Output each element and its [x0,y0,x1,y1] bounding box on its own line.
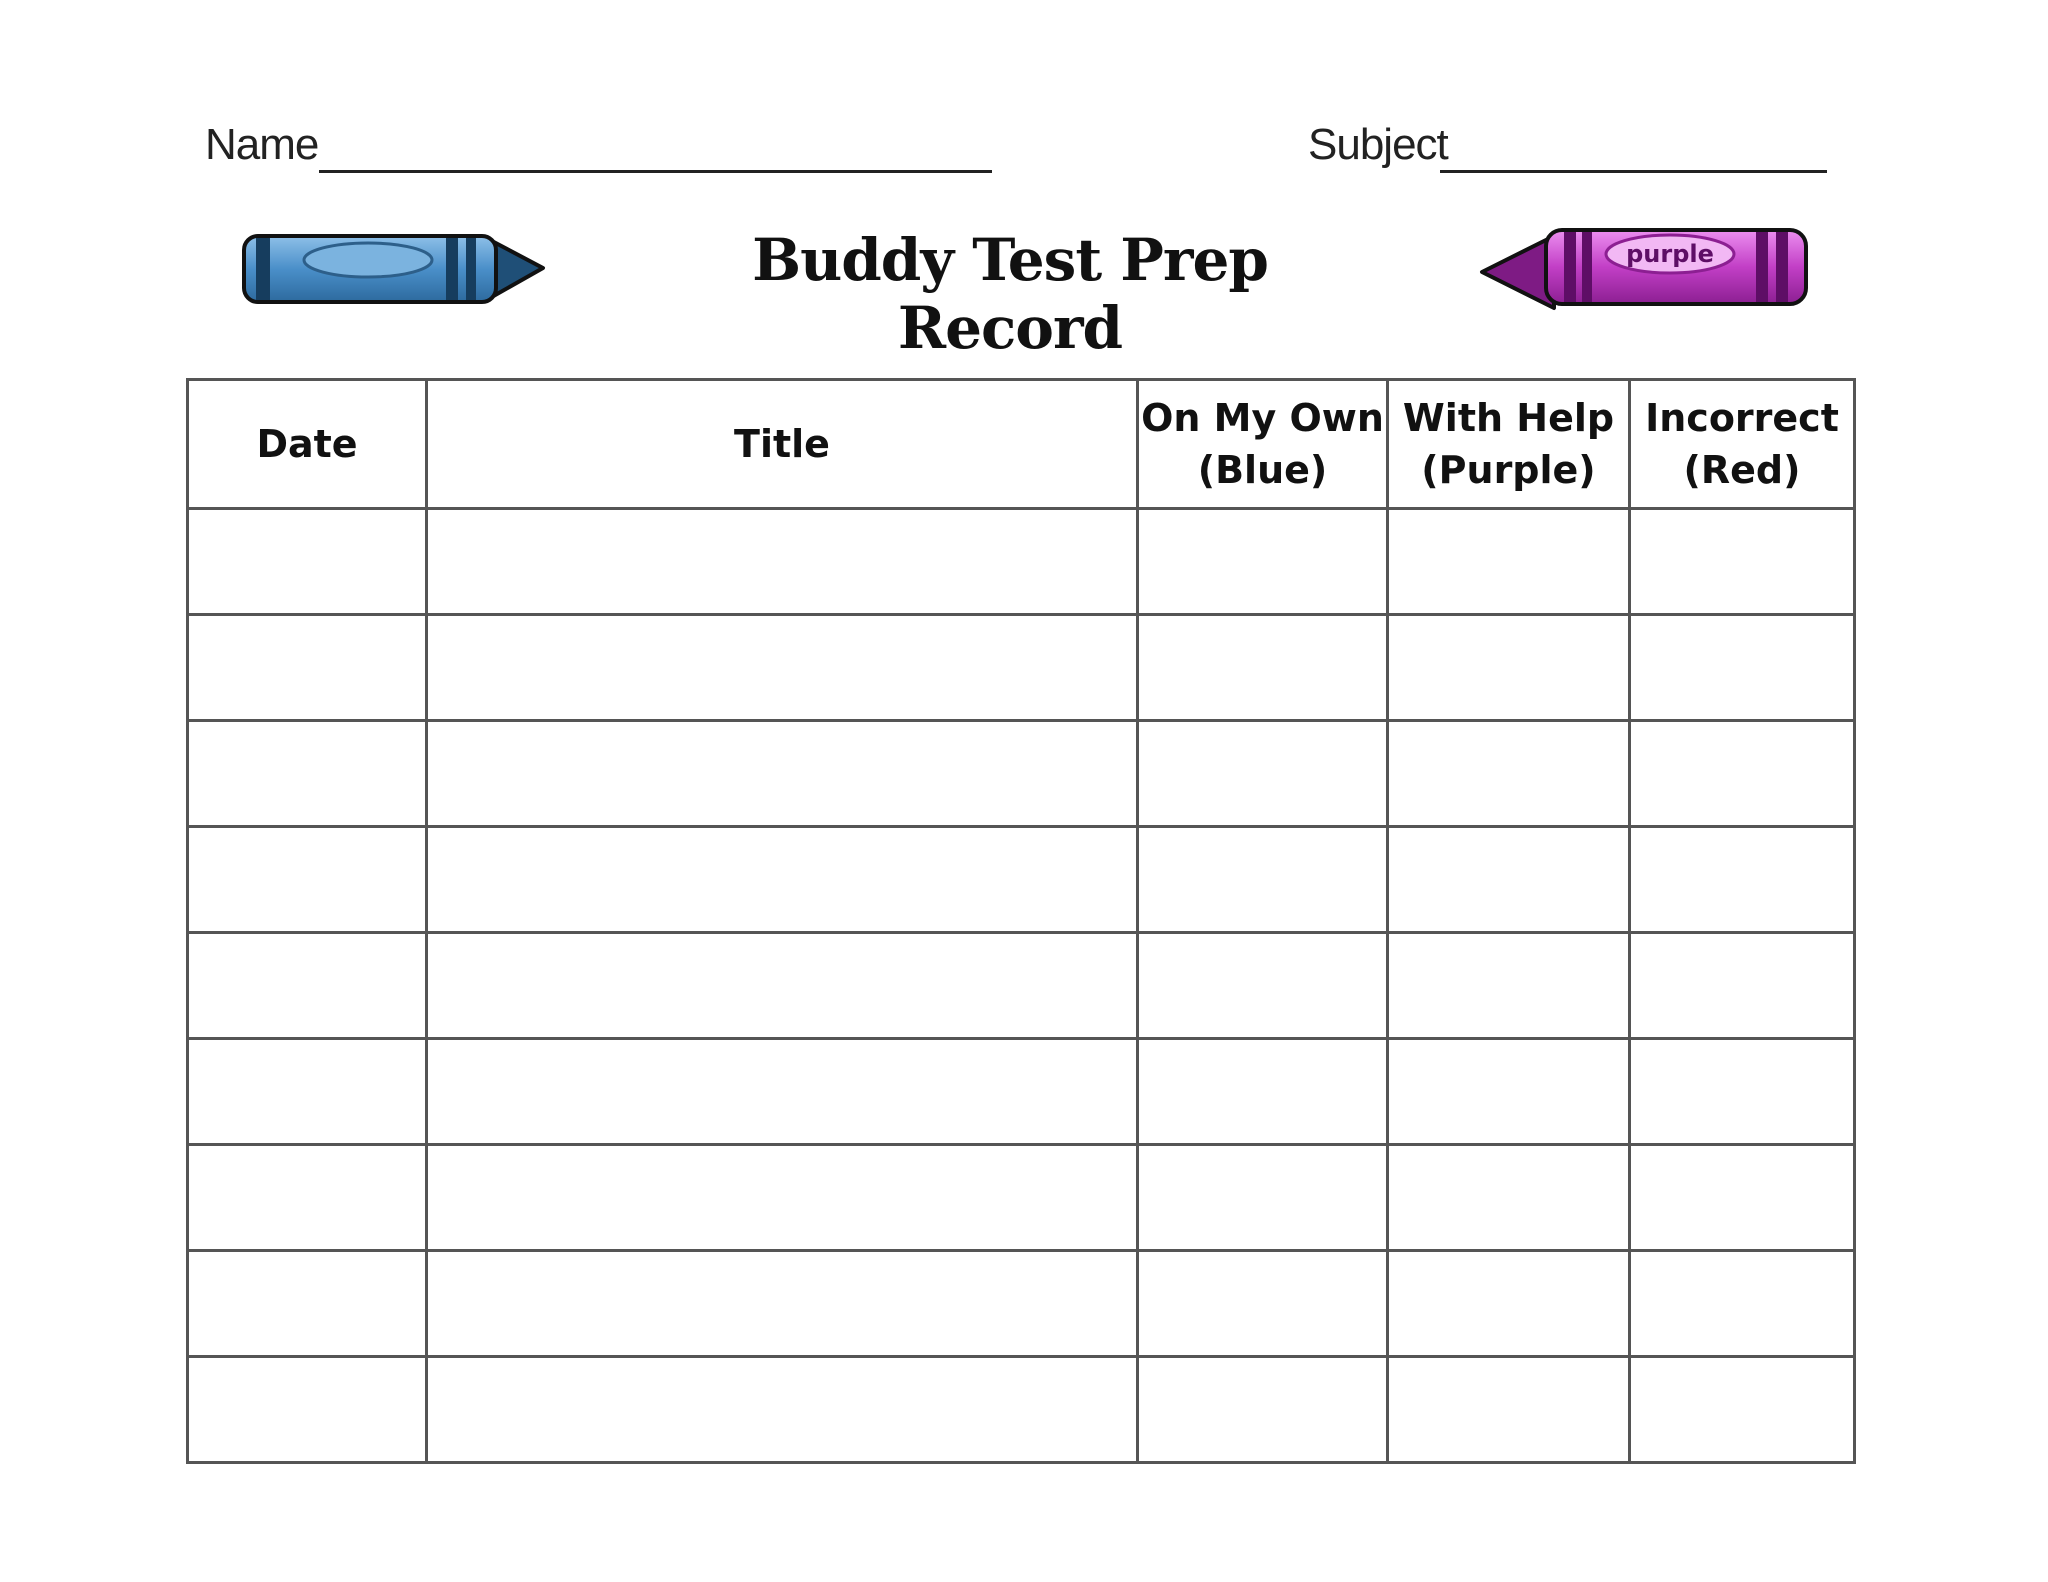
record-table [186,378,1856,1464]
table-row [188,721,1855,827]
page-title: Buddy Test Prep Record [752,226,1268,362]
column-header-date [188,380,427,509]
on-my-own-cell[interactable] [1138,615,1388,721]
title-cell[interactable] [427,509,1138,615]
table-row [188,615,1855,721]
date-cell[interactable] [188,509,427,615]
incorrect-cell[interactable] [1630,615,1855,721]
subject-label: Subject [1308,120,1448,169]
date-cell[interactable] [188,1251,427,1357]
column-header-date-line1: Date [256,422,358,466]
column-header-on-my-own-line1: On My Own [1141,396,1384,440]
column-header-title [427,380,1138,509]
table-row [188,1039,1855,1145]
incorrect-cell[interactable] [1630,933,1855,1039]
incorrect-cell[interactable] [1630,827,1855,933]
title-cell[interactable] [427,827,1138,933]
on-my-own-cell[interactable] [1138,721,1388,827]
table-row [188,1251,1855,1357]
on-my-own-cell[interactable] [1138,1039,1388,1145]
column-header-incorrect [1630,380,1855,509]
date-cell[interactable] [188,615,427,721]
with-help-cell[interactable] [1388,933,1630,1039]
title-cell[interactable] [427,1251,1138,1357]
record-table-body [188,509,1855,1463]
column-header-with-help-line1: With Help [1402,396,1615,440]
date-cell[interactable] [188,721,427,827]
with-help-cell[interactable] [1388,1357,1630,1463]
on-my-own-cell[interactable] [1138,827,1388,933]
incorrect-cell[interactable] [1630,1357,1855,1463]
title-cell[interactable] [427,721,1138,827]
table-row [188,509,1855,615]
with-help-cell[interactable] [1388,1039,1630,1145]
table-header-row [188,380,1855,509]
title-cell[interactable] [427,1039,1138,1145]
on-my-own-cell[interactable] [1138,1357,1388,1463]
column-header-incorrect-line1: Incorrect [1645,396,1839,440]
name-field[interactable] [319,170,992,173]
column-header-with-help-line2: (Purple) [1421,448,1596,492]
on-my-own-cell[interactable] [1138,509,1388,615]
date-cell[interactable] [188,1145,427,1251]
column-header-title-line1: Title [734,422,830,466]
column-header-on-my-own [1138,380,1388,509]
title-cell[interactable] [427,1357,1138,1463]
blue-crayon-icon [238,228,548,314]
purple-crayon-icon [1476,220,1812,316]
subject-field[interactable] [1440,170,1827,173]
incorrect-cell[interactable] [1630,1145,1855,1251]
table-row [188,1145,1855,1251]
table-row [188,933,1855,1039]
table-row [188,827,1855,933]
incorrect-cell[interactable] [1630,1251,1855,1357]
title-cell[interactable] [427,615,1138,721]
with-help-cell[interactable] [1388,721,1630,827]
with-help-cell[interactable] [1388,1145,1630,1251]
incorrect-cell[interactable] [1630,509,1855,615]
date-cell[interactable] [188,1039,427,1145]
on-my-own-cell[interactable] [1138,933,1388,1039]
table-row [188,1357,1855,1463]
title-cell[interactable] [427,1145,1138,1251]
incorrect-cell[interactable] [1630,721,1855,827]
column-header-on-my-own-line2: (Blue) [1197,448,1328,492]
name-label: Name [205,120,319,169]
with-help-cell[interactable] [1388,827,1630,933]
title-cell[interactable] [427,933,1138,1039]
purple-crayon-label: purple [1626,240,1714,268]
date-cell[interactable] [188,933,427,1039]
on-my-own-cell[interactable] [1138,1251,1388,1357]
date-cell[interactable] [188,1357,427,1463]
on-my-own-cell[interactable] [1138,1145,1388,1251]
with-help-cell[interactable] [1388,509,1630,615]
column-header-with-help [1388,380,1630,509]
with-help-cell[interactable] [1388,615,1630,721]
date-cell[interactable] [188,827,427,933]
column-header-incorrect-line2: (Red) [1683,448,1801,492]
with-help-cell[interactable] [1388,1251,1630,1357]
incorrect-cell[interactable] [1630,1039,1855,1145]
